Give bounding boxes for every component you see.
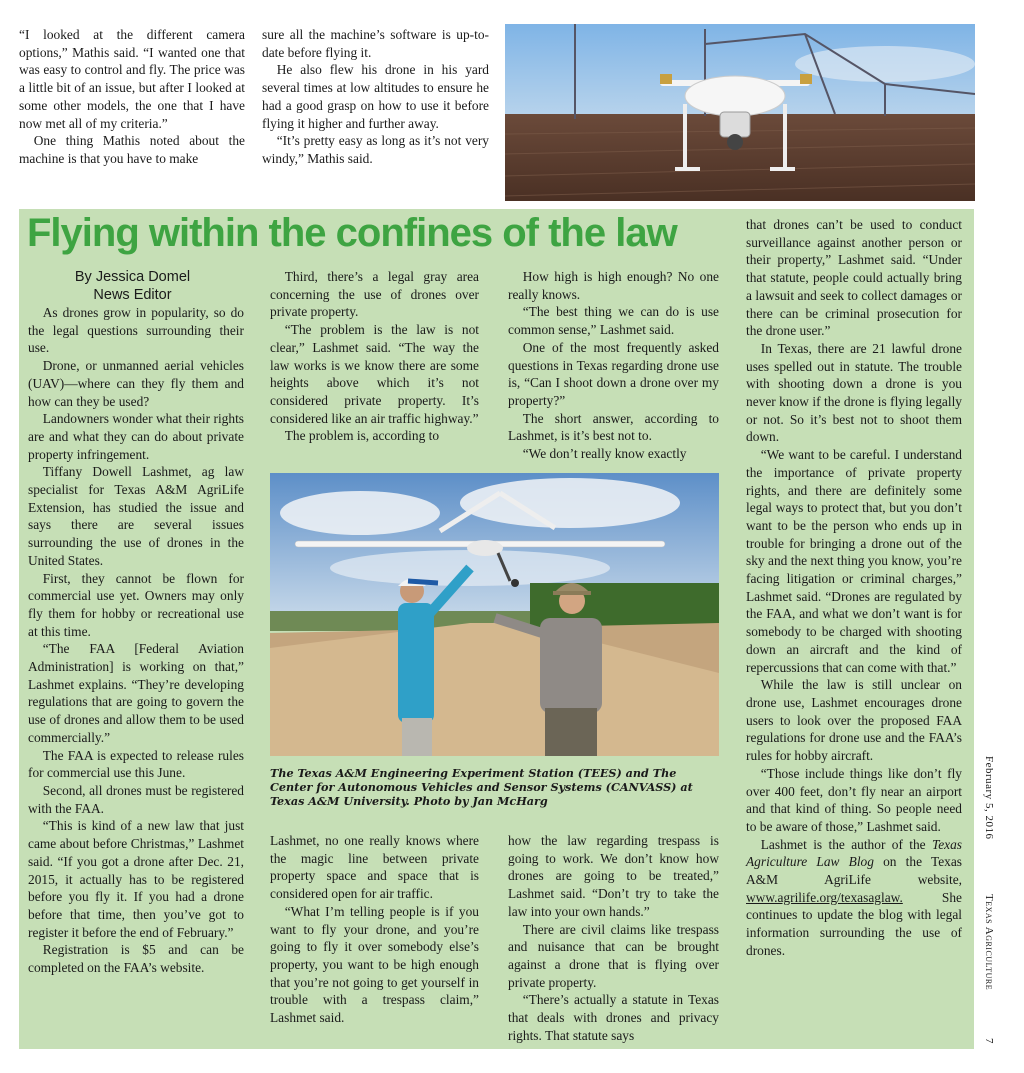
paragraph: “What I’m telling people is if you want to fly your drone, and you’re going to fly it over somebody else’s property, you want to be high enough that you’re not going to get yourself in trouble with a trespass claim,” Lashmet said. [270,903,479,1026]
blog-link[interactable]: www.agrilife.org/texasaglaw. [746,889,903,905]
paragraph: Third, there’s a legal gray area concerning the use of drones over private property. [270,269,479,320]
paragraph: sure all the machine’s software is up-to-date before flying it. [262,27,489,60]
paragraph: As drones grow in popularity, so do the legal questions surrounding their use. [28,305,244,356]
text: Lashmet is the author of the [760,836,932,852]
paragraph: He also flew his drone in his yard several times at low altitudes to ensure he had a good grasp on how to use it before flying it higher and further away. [262,62,489,131]
byline-title: News Editor [93,287,172,303]
byline [30,268,235,304]
fixed-wing-drone-photo [270,473,719,756]
paragraph: that drones can’t be used to conduct surveillance against another person or their property,” Lashmet said. “Under that statute, people could actually bring a lawsuit and seek to collect damages or there can be criminal prosecution for the drone user.” [746,217,962,339]
paragraph: “I looked at the different camera options,” Mathis said. “I wanted one that was easy to control and fly. The price was a little bit of an issue, but after I looked at some other models, the one that I have now met all of my criteria.” [19,27,245,131]
paragraph: In Texas, there are 21 lawful drone uses spelled out in statute. The trouble with shooting down a drone is you never know if the drone is flying legally or not. So it’s best not to shoot them down. [746,340,962,445]
paragraph: Registration is $5 and can be completed on the FAA’s website. [28,942,244,976]
blog-name: Texas Agriculture Law Blog [746,836,962,870]
page-number: 7 [983,1038,995,1044]
photo-caption: The Texas A&M Engineering Experiment Station (TEES) and The Center for Autonomous Vehicles and Sensor Systems (CANVASS) at Texas A&M University. Photo by Jan McHarg [270,766,693,809]
text: She continues to update the blog with legal information surrounding the use of drones. [746,889,962,958]
paragraph: How high is high enough? No one really knows. [508,269,719,302]
paragraph: While the law is still unclear on drone use, Lashmet encourages drone users to look over the proposed FAA regulations for drone use and the FAA’s rules for hobby aircraft. [746,677,962,764]
article-column-3-top [508,268,719,463]
article-column-2-bottom [270,832,479,1027]
paragraph: The short answer, according to Lashmet, is it’s best not to. [508,410,719,444]
top-middle-column [262,26,489,168]
article-column-1 [28,304,244,977]
paragraph: The FAA is expected to release rules for commercial use this June. [28,747,244,781]
page-sidebar [978,750,998,1050]
article-column-4 [746,216,962,960]
paragraph: “There’s actually a statute in Texas that deals with drones and privacy rights. That statute says [508,992,719,1043]
paragraph: First, they cannot be flown for commercial use yet. Owners may only fly them for hobby or recreational use at this time. [28,570,244,639]
paragraph: “Those include things like don’t fly over 400 feet, don’t fly near an airport and that kind of thing. So people need to be aware of those,” Lashmet said. [746,765,962,834]
article-column-3-bottom [508,832,719,1044]
paragraph: “The problem is the law is not clear,” Lashmet said. “The way the law works is we know there are some heights above which it’s not considered private property. It’s considered like an air traffic highway.” [270,322,479,426]
paragraph: One of the most frequently asked questions in Texas regarding drone use is, “Can I shoot down a drone over my property?” [508,339,719,408]
publication-name: Texas Agriculture [983,894,995,991]
paragraph: Lashmet, no one really knows where the magic line between private property space and space that is considered open for air traffic. [270,833,479,902]
paragraph: “The FAA [Federal Aviation Administration] is working on that,” Lashmet explains. “They’re developing regulations that are going to govern the use of drones and allow them to be used commercially.” [28,641,244,745]
paragraph: “It’s pretty easy as long as it’s not very windy,” Mathis said. [262,133,489,166]
paragraph: how the law regarding trespass is going to work. We don’t know how drones are going to be treated,” Lashmet said. “Don’t try to take the law into your own hands.” [508,833,719,919]
paragraph: Tiffany Dowell Lashmet, ag law specialist for Texas A&M AgriLife Extension, has studied the issue and says there are several issues surrounding the use of drones in the United States. [28,464,244,568]
top-left-column [19,26,245,168]
paragraph [746,836,962,960]
paragraph: “We want to be careful. I understand the importance of private property rights, and there are definitely some legal ways to protect that, but you don’t want to be the person who ends up in trouble for bringing a drone out of the sky and the next thing you know, you’re facing litigation or criminal charges,” Lashmet said. “Drones are regulated by the FAA, and what we don’t want is for somebody to be charged with shooting down an aircraft and the kind of repercussions that can come with that.” [746,447,962,675]
paragraph: One thing Mathis noted about the machine is that you have to make [19,133,245,166]
text: on the Texas A&M AgriLife website, [746,854,962,888]
headline: Flying within the confines of the law [27,211,677,255]
issue-date: February 5, 2016 [983,756,995,840]
paragraph: Second, all drones must be registered with the FAA. [28,782,244,816]
byline-name: By Jessica Domel [74,269,191,285]
paragraph: “This is kind of a new law that just came about before Christmas,” Lashmet said. “If you got a drone after Dec. 21, 2015, it actually has to be registered before you fly it. If you had a drone before that time, then you’ve got to register it before the end of February.” [28,818,244,940]
drone-field-photo [505,24,975,201]
paragraph: “The best thing we can do is use common sense,” Lashmet said. [508,304,719,338]
paragraph: “We don’t really know exactly [522,446,687,462]
paragraph: The problem is, according to [284,428,440,444]
paragraph: There are civil claims like trespass and nuisance that can be brought against a drone that is flying over private property. [508,921,719,990]
article-column-2-top [270,268,479,445]
paragraph: Landowners wonder what their rights are and what they can do about private property infringement. [28,411,244,462]
paragraph: Drone, or unmanned aerial vehicles (UAV)—where can they fly them and how can they be used? [28,358,244,409]
